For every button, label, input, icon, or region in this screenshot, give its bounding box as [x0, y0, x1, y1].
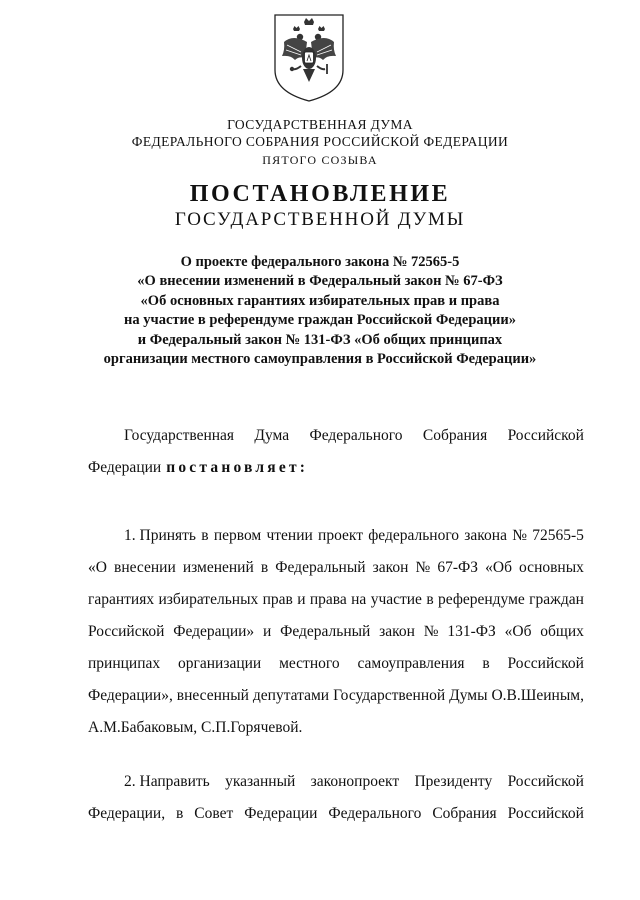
subject-line: «О внесении изменений в Федеральный закон № 67-ФЗ — [137, 273, 503, 290]
text-word: Федерации — [88, 459, 162, 476]
header-line-1: ГОСУДАРСТВЕННАЯ ДУМА — [227, 117, 413, 132]
text-word: «О — [88, 559, 107, 576]
text-word: федерального — [368, 527, 460, 544]
text-word: № — [415, 559, 431, 576]
text-word: Думы — [449, 687, 488, 704]
text-word: О.В.Шеиным, — [491, 687, 584, 704]
item-1-line — [88, 584, 584, 616]
text-word: изменений — [182, 559, 254, 576]
header-line-3: ПЯТОГО СОЗЫВА — [262, 153, 378, 167]
text-word: граждан — [529, 591, 584, 608]
item-2-line — [88, 798, 584, 830]
text-word: основных — [519, 559, 584, 576]
text-word: указанный — [225, 773, 296, 790]
text-word: местного — [279, 655, 340, 672]
document-title: ПОСТАНОВЛЕНИЕ — [189, 181, 451, 207]
text-word: 2. Направить — [124, 773, 210, 790]
subject-line: на участие в референдуме граждан Российской Федерации» — [124, 312, 516, 329]
text-word: в — [426, 591, 434, 608]
text-word: в — [482, 655, 490, 672]
text-word: А.М.Бабаковым, С.П.Горячевой. — [88, 719, 303, 736]
text-word: первом — [213, 527, 262, 544]
header-line-2: ФЕДЕРАЛЬНОГО СОБРАНИЯ РОССИЙСКОЙ ФЕДЕРАЦИИ — [131, 134, 509, 149]
subject-line: и Федеральный закон № 131-ФЗ «Об общих принципах — [137, 331, 503, 348]
text-word: депутатами — [252, 687, 330, 704]
item-1-line — [88, 552, 584, 584]
text-word: № — [512, 527, 527, 544]
text-word: Федерального — [309, 427, 403, 444]
resolves-keyword: постановляет: — [166, 459, 309, 476]
text-word: Российской — [507, 805, 584, 822]
text-word: участие — [370, 591, 422, 608]
text-word: Государственной — [333, 687, 446, 704]
text-word: Федерации — [244, 805, 318, 822]
text-word: в — [176, 805, 184, 822]
preamble-line — [88, 452, 584, 484]
text-word: самоуправления — [357, 655, 465, 672]
text-word: принципах — [88, 655, 161, 672]
document-subject — [0, 253, 640, 369]
text-word: организации — [178, 655, 262, 672]
text-word: Собрания — [422, 427, 488, 444]
text-word: Дума — [254, 427, 290, 444]
text-word: 67-ФЗ — [437, 559, 479, 576]
text-word: законопроект — [310, 773, 400, 790]
text-word: Государственная — [124, 427, 235, 444]
subject-line: О проекте федерального закона № 72565-5 — [180, 254, 460, 270]
text-word: избирательных — [158, 591, 259, 608]
text-word: Российской — [507, 773, 584, 790]
text-word: Федеральный — [280, 623, 371, 640]
text-word: права — [309, 591, 347, 608]
subject-line: организации местного самоуправления в Российской Федерации» — [103, 351, 537, 368]
item-2 — [88, 766, 584, 830]
text-word: общих — [540, 623, 584, 640]
text-word: в — [201, 527, 209, 544]
item-1-line — [88, 616, 584, 648]
document-subtitle: ГОСУДАРСТВЕННОЙ ДУМЫ — [174, 209, 466, 230]
text-word: Федерации, — [88, 805, 166, 822]
text-word: чтении — [266, 527, 313, 544]
text-word: 131-ФЗ — [447, 623, 496, 640]
text-word: и — [262, 623, 272, 640]
text-word: № — [423, 623, 439, 640]
text-word: закон — [372, 559, 409, 576]
text-word: «Об — [485, 559, 512, 576]
item-1-line — [88, 520, 584, 552]
text-word: Федерации», — [88, 687, 173, 704]
preamble — [88, 420, 584, 484]
text-word: на — [351, 591, 367, 608]
item-1-line — [88, 712, 584, 744]
text-word: закона — [464, 527, 507, 544]
text-word: 72565-5 — [532, 527, 584, 544]
text-word: и — [297, 591, 306, 608]
item-1-line — [88, 648, 584, 680]
text-word: в — [260, 559, 269, 576]
text-word: закон — [379, 623, 415, 640]
text-word: Федерации» — [173, 623, 255, 640]
text-word: Собрания — [432, 805, 497, 822]
text-word: Совет — [194, 805, 234, 822]
item-1-line — [88, 680, 584, 712]
text-word: гарантиях — [88, 591, 155, 608]
text-word: прав — [262, 591, 293, 608]
preamble-line — [88, 420, 584, 452]
text-word: Федеральный — [275, 559, 366, 576]
item-1 — [88, 520, 584, 744]
text-word: «Об — [504, 623, 532, 640]
text-word: Российской — [88, 623, 165, 640]
text-word: Президенту — [414, 773, 493, 790]
text-word: Российской — [507, 427, 584, 444]
text-word: 1. Принять — [124, 527, 197, 544]
coat-of-arms-icon — [271, 12, 347, 104]
text-word: внесенный — [176, 687, 249, 704]
text-word: проект — [318, 527, 363, 544]
text-word: Федерального — [328, 805, 422, 822]
text-word: референдуме — [438, 591, 525, 608]
item-2-line — [88, 766, 584, 798]
subject-line: «Об основных гарантиях избирательных прав и права — [140, 292, 500, 309]
text-word: внесении — [114, 559, 176, 576]
text-word: Российской — [507, 655, 584, 672]
